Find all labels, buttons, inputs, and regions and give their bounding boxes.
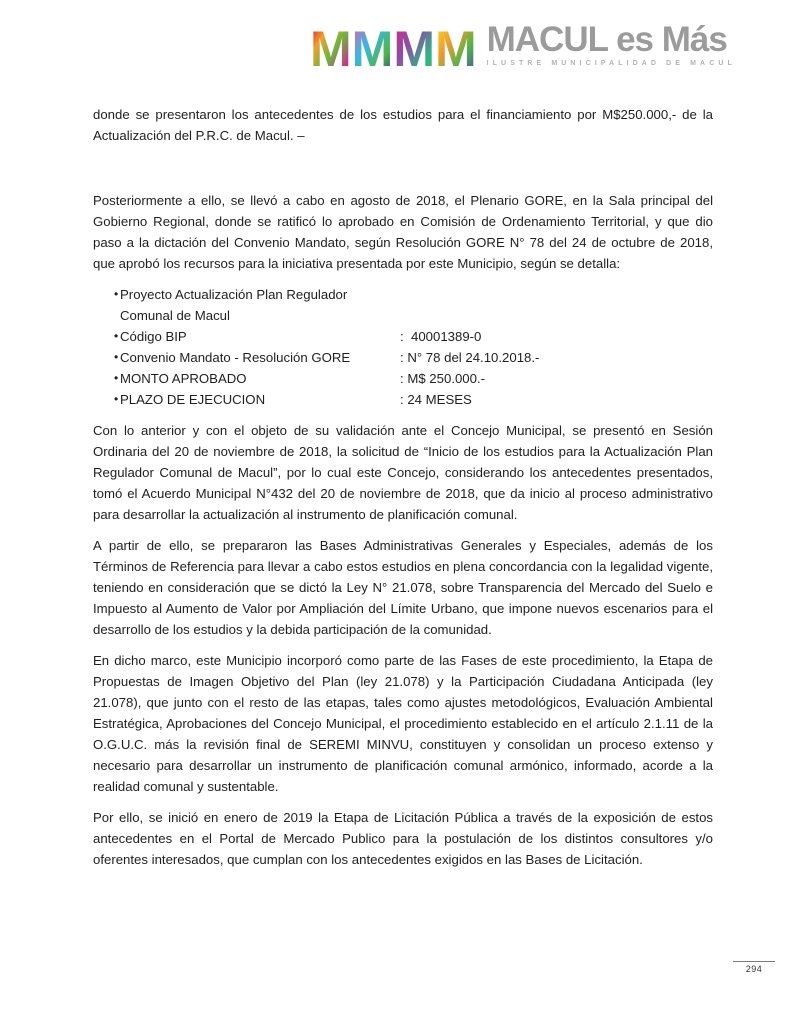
logo-mmmm xyxy=(310,21,477,77)
bullet-icon: • xyxy=(114,371,119,385)
item-value xyxy=(400,284,713,326)
item-label: PLAZO DE EJECUCION xyxy=(120,392,266,407)
paragraph-financing: donde se presentaron los antecedentes de los estudios para el financiamiento por M$250.000,- de la Actualización del P.R.C. de Macul. – xyxy=(93,107,713,143)
macul-logo xyxy=(310,20,736,77)
list-item-proyecto xyxy=(93,284,713,326)
list-item-convenio-mandato xyxy=(93,347,713,368)
logo-m-3: M xyxy=(393,21,433,77)
item-value: : M$ 250.000.- xyxy=(400,371,486,386)
item-label: Proyecto Actualización Plan Regulador Comunal de Macul xyxy=(120,287,348,323)
bullet-icon: • xyxy=(114,392,119,406)
bullet-icon: • xyxy=(114,287,119,301)
item-label: Convenio Mandato - Resolución GORE xyxy=(120,350,351,365)
logo-m-2: M xyxy=(351,21,392,77)
item-label: Código BIP xyxy=(120,329,187,344)
item-label: MONTO APROBADO xyxy=(120,371,247,386)
paragraph-plenario-gore: Posteriormente a ello, se llevó a cabo en agosto de 2018, el Plenario GORE, en la Sala principal del Gobierno Regional, donde se ratificó lo aprobado en Comisión de Ordenamiento Territorial, y que dio paso a la dictación del Convenio Mandato, según Resolución GORE N° 78 del 24 de octubre de 2018, que aprobó los recursos para la iniciativa presentada por este Municipio, según se detalla: xyxy=(93,193,713,271)
footer-rule xyxy=(733,961,775,962)
project-detail-list xyxy=(93,284,713,410)
item-value: : N° 78 del 24.10.2018.- xyxy=(400,350,540,365)
logo-m-4: M xyxy=(434,21,475,77)
logo-m-1: M xyxy=(310,21,350,77)
bullet-icon: • xyxy=(114,329,119,343)
page-number: 294 xyxy=(745,964,763,974)
logo-text xyxy=(487,22,736,67)
paragraph-bases-administrativas: A partir de ello, se prepararon las Bases Administrativas Generales y Especiales, además de los Términos de Referencia para llevar a cabo estos estudios en plena concordancia con la legalidad vigente, teniendo en consideración que se dictó la Ley N° 21.078, sobre Transparencia del Mercado del Suelo e Impuesto al Aumento de Valor por Ampliación del Límite Urbano, que impone nuevos escenarios para el desarrollo de los estudios y la debida participación de la comunidad. xyxy=(93,538,713,637)
paragraph-licitacion-publica: Por ello, se inició en enero de 2019 la Etapa de Licitación Pública a través de la exposición de estos antecedentes en el Portal de Mercado Publico para la postulación de los distintos consultores y/o oferentes interesados, que cumplan con los antecedentes exigidos en las Bases de Licitación. xyxy=(93,810,713,867)
list-item-codigo-bip xyxy=(93,326,713,347)
item-value: : 24 MESES xyxy=(400,392,472,407)
bullet-icon: • xyxy=(114,350,119,364)
paragraph-concejo-municipal: Con lo anterior y con el objeto de su validación ante el Concejo Municipal, se presentó en Sesión Ordinaria del 20 de noviembre de 2018, la solicitud de “Inicio de los estudios para la Actualización Plan Regulador Comunal de Macul”, por lo cual este Concejo, considerando los antecedentes presentados, tomó el Acuerdo Municipal N°432 del 20 de noviembre de 2018, que da inicio al proceso administrativo para desarrollar la actualización al instrumento de planificación comunal. xyxy=(93,423,713,522)
list-item-monto-aprobado xyxy=(93,368,713,389)
document-body xyxy=(93,104,713,880)
item-value: : 40001389-0 xyxy=(400,329,482,344)
logo-subtitle: ILUSTRE MUNICIPALIDAD DE MACUL xyxy=(486,60,736,67)
list-item-plazo-ejecucion xyxy=(93,389,713,410)
paragraph-fases-procedimiento: En dicho marco, este Municipio incorporó como parte de las Fases de este procedimiento, la Etapa de Propuestas de Imagen Objetivo del Plan (ley 21.078) y la Participación Ciudadana Anticipada (ley 21.078), que junto con el resto de las etapas, tales como ajustes metodológicos, Evaluación Ambiental Estratégica, Aprobaciones del Concejo Municipal, el procedimiento establecido en el artículo 2.1.11 de la O.G.U.C. más la revisión final de SEREMI MINVU, constituyen y consolidan un proceso extenso y necesario para desarrollar un instrumento de planificación comunal armónico, informado, acorde a la realidad comunal y sustentable. xyxy=(93,653,713,794)
logo-title: MACUL es Más xyxy=(486,20,727,59)
footer xyxy=(733,961,775,974)
